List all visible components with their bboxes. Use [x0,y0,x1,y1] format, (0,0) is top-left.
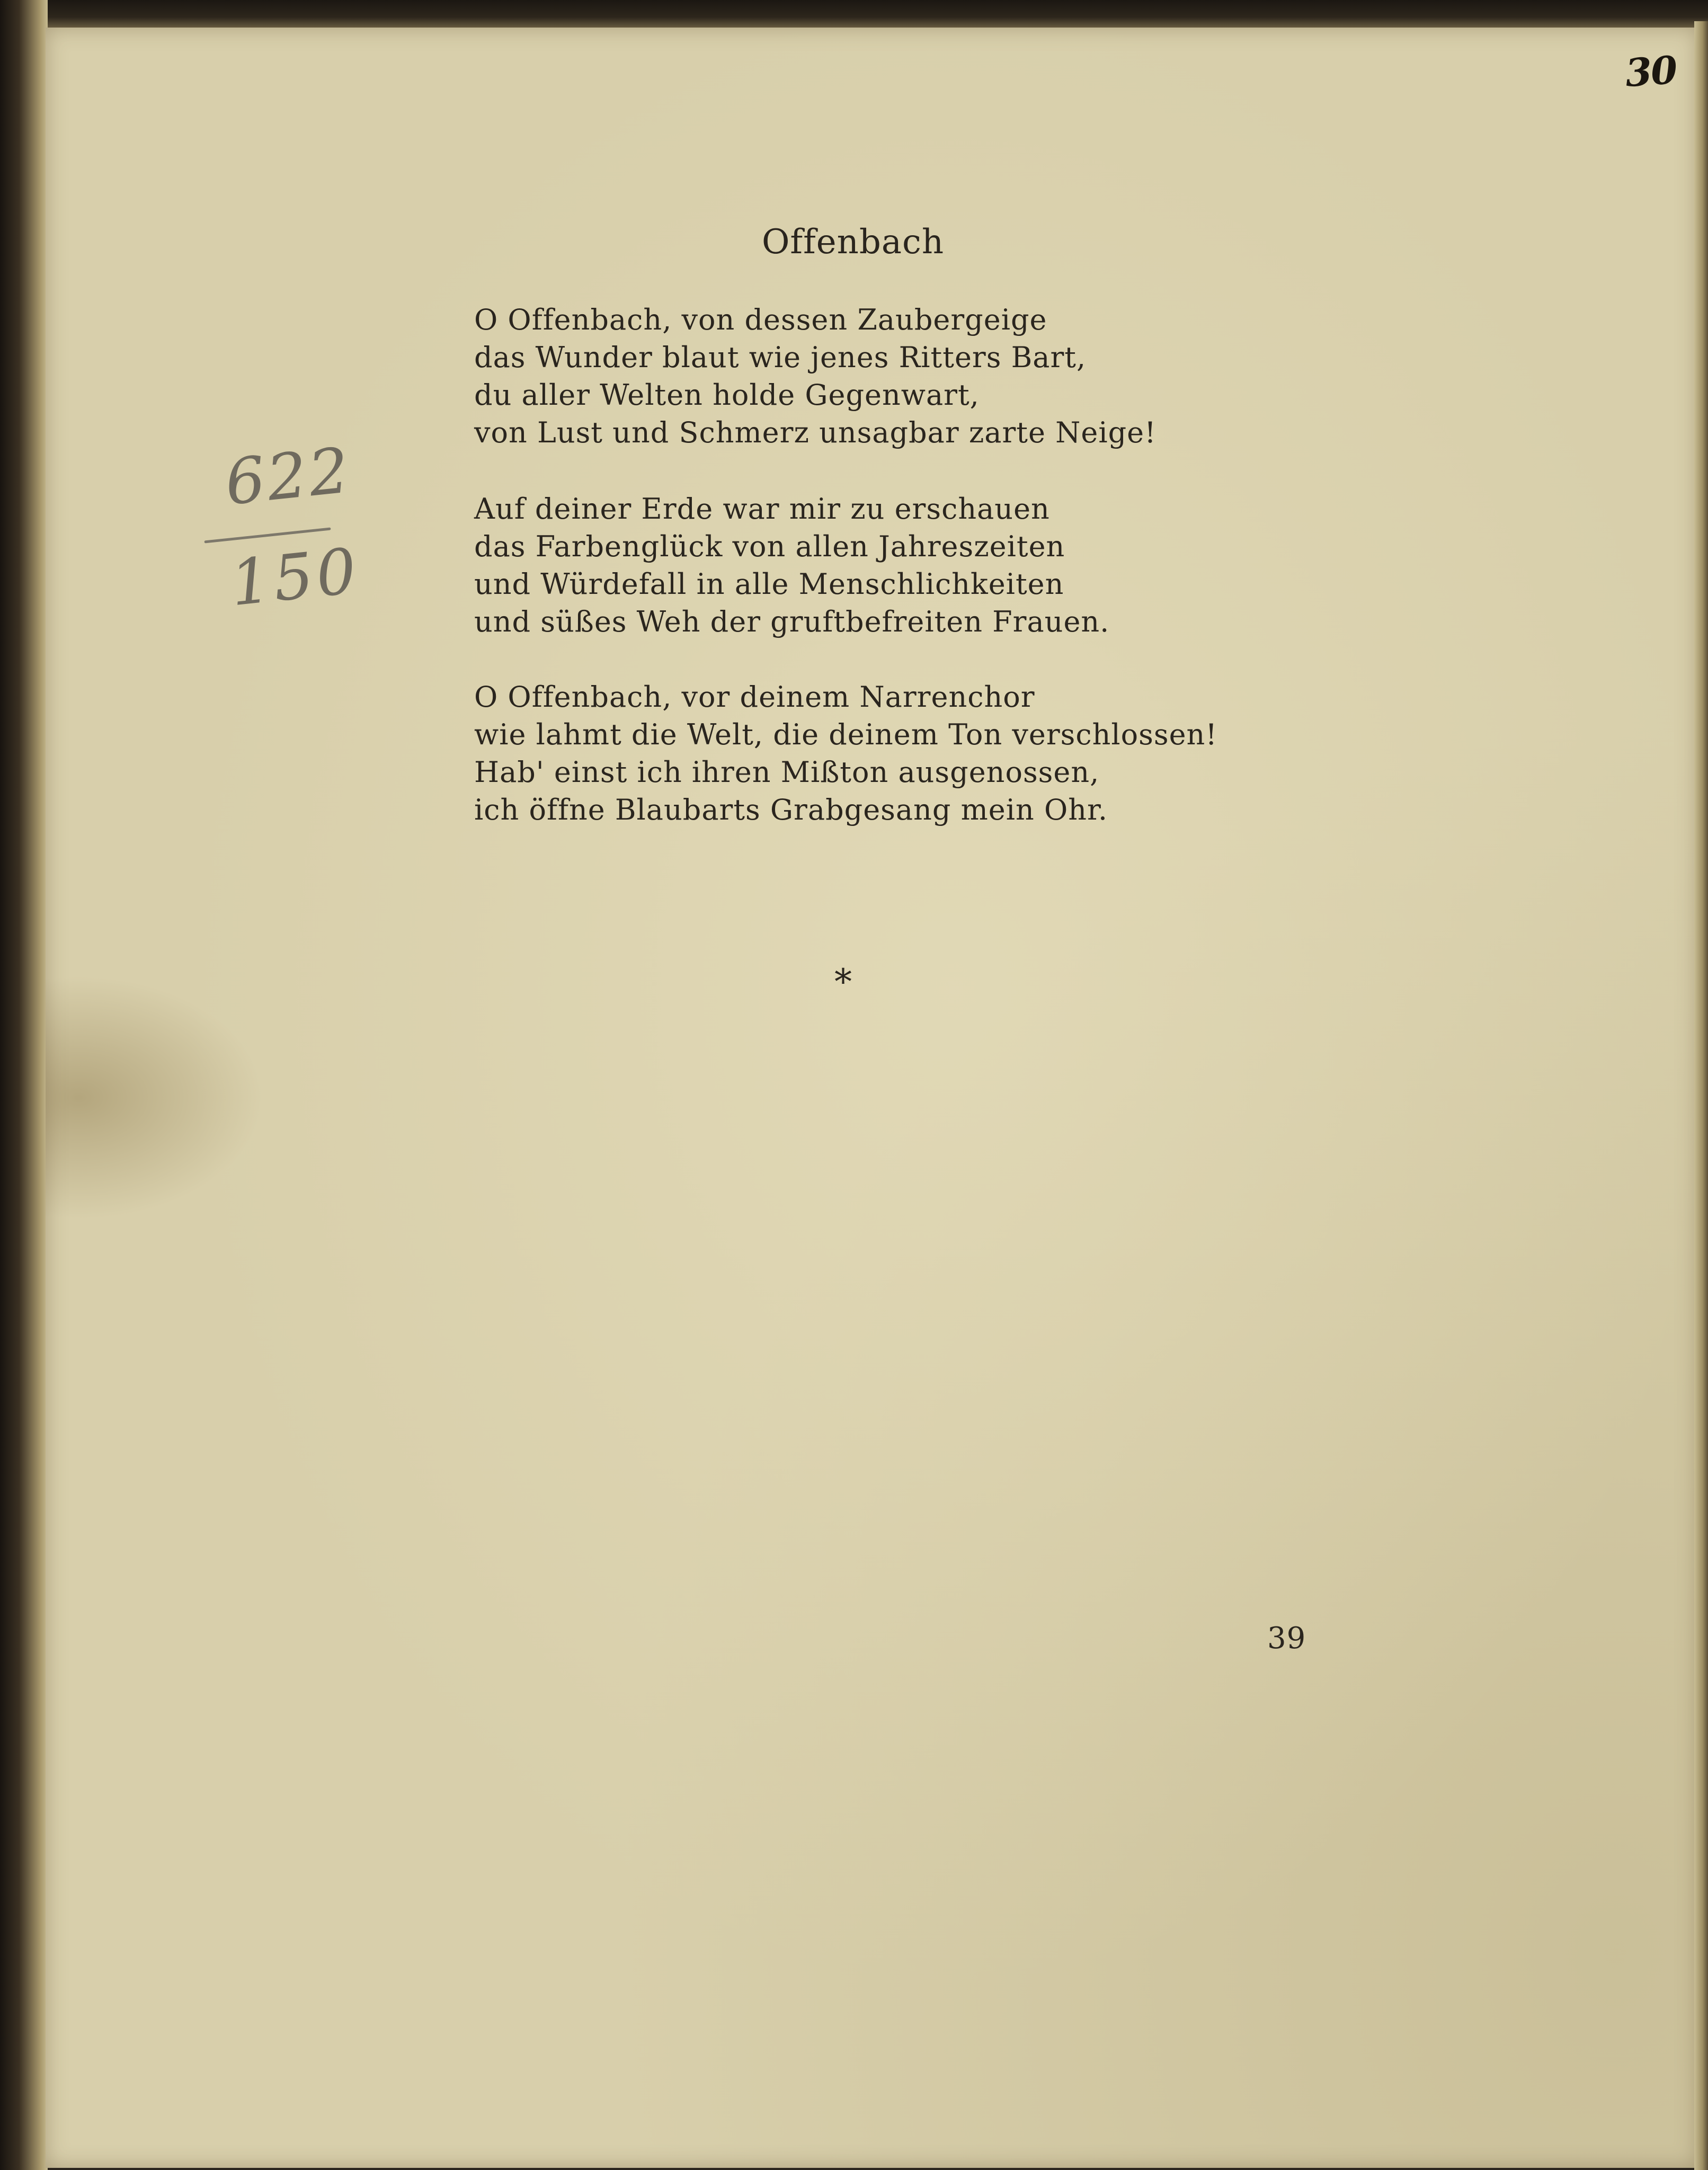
stanza-1 [474,301,1258,451]
poem-line: und süßes Weh der gruftbefreiten Frauen. [474,605,1110,638]
shelf-mark-denominator: 150 [227,533,363,620]
poem-line: du aller Welten holde Gegenwart, [474,378,980,412]
poem-title: Offenbach [761,223,945,262]
asterisk-ornament-icon: * [834,962,852,1002]
handwritten-shelf-mark [204,433,363,620]
poem-line: Auf deiner Erde war mir zu erschauen [474,492,1050,526]
poem-line: und Würdefall in alle Menschlichkeiten [474,567,1064,601]
poem-line: Hab' einst ich ihren Mißton ausgenossen, [474,755,1100,789]
shelf-mark-numerator: 622 [221,433,354,520]
page-number: 39 [1267,1621,1306,1656]
stanza-3 [474,678,1258,829]
handwritten-folio-number: 30 [1623,47,1678,96]
book-gutter [0,0,48,2170]
poem-line: das Wunder blaut wie jenes Ritters Bart, [474,341,1087,374]
poem-line: O Offenbach, von dessen Zaubergeige [474,303,1047,336]
poem-line: ich öffne Blaubarts Grabgesang mein Ohr. [474,793,1108,826]
poem-line: von Lust und Schmerz unsagbar zarte Neige! [474,416,1157,449]
page-top-edge [48,0,1708,29]
poem-line: O Offenbach, vor deinem Narrenchor [474,680,1035,714]
poem-line: wie lahmt die Welt, die deinem Ton verschlossen! [474,718,1218,751]
page-right-edge [1694,21,1708,2170]
poem-line: das Farbenglück von allen Jahreszeiten [474,530,1065,563]
stanza-2 [474,490,1258,641]
